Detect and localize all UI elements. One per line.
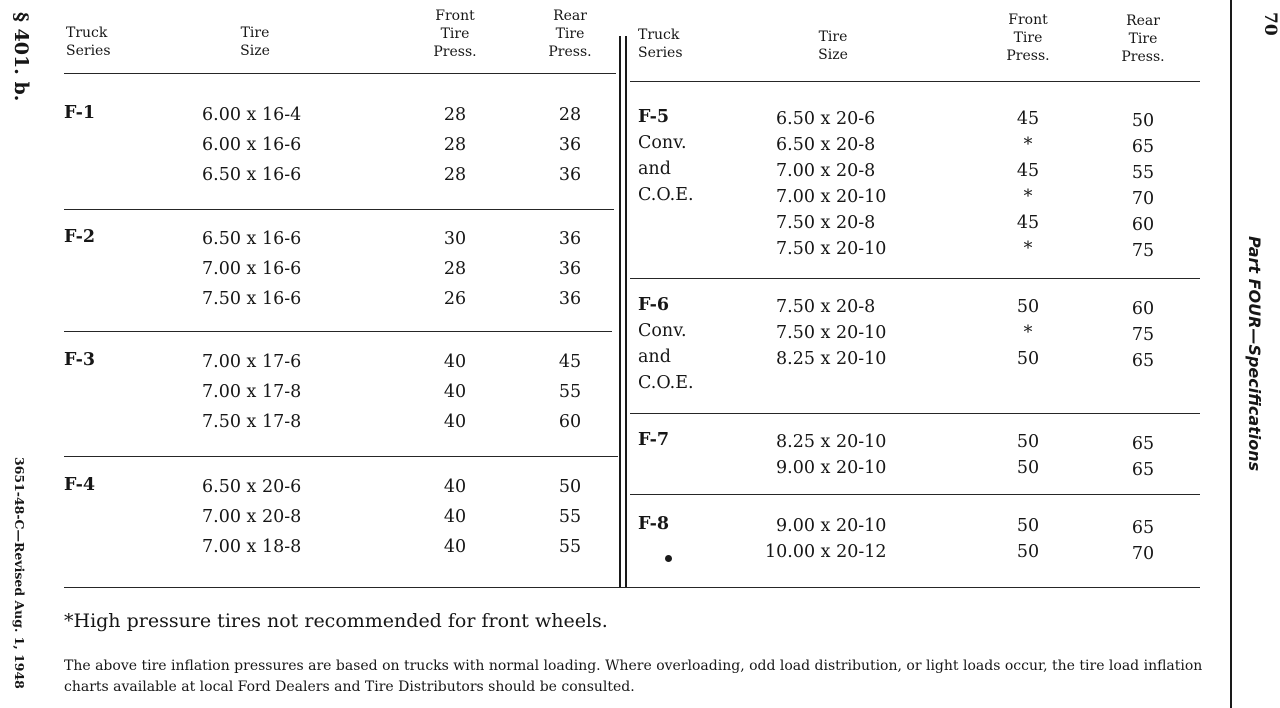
table-bottom-rule [64, 587, 1200, 588]
front-pressure-cell: 40 [443, 477, 467, 497]
tire-size-cell: 9.00 x 20-10 [776, 458, 887, 478]
rear-pressure-cell: 65 [1131, 434, 1155, 454]
rear-pressure-cell: 50 [1131, 111, 1155, 131]
rear-pressure-cell: 65 [1131, 351, 1155, 371]
front-pressure-cell: 26 [443, 289, 467, 309]
tire-size-cell: 9.00 x 20-10 [776, 516, 887, 536]
form-number: 3651-48-C—Revised Aug. 1, 1948 [12, 457, 27, 689]
rear-pressure-cell: 60 [1131, 299, 1155, 319]
series-label: F-7 [638, 430, 670, 450]
series-subtitle: C.O.E. [638, 185, 694, 205]
front-pressure-cell: 50 [1016, 516, 1040, 536]
rear-pressure-cell: 55 [558, 507, 582, 527]
section-label: § 401. b. [10, 12, 32, 102]
front-pressure-cell: 50 [1016, 458, 1040, 478]
rear-pressure-cell: 28 [558, 105, 582, 125]
series-label: F-6 [638, 295, 670, 315]
rear-pressure-cell: 70 [1131, 189, 1155, 209]
front-pressure-cell: 45 [1016, 213, 1040, 233]
tire-size-cell: 7.50 x 16-6 [202, 289, 302, 309]
page-number: 70 [1260, 12, 1280, 36]
tire-size-cell: 10.00 x 20-12 [765, 542, 887, 562]
front-pressure-cell: 40 [443, 507, 467, 527]
series-subtitle: and [638, 159, 671, 179]
ink-speck [665, 555, 672, 562]
table-divider-left [619, 36, 621, 587]
series-label: F-5 [638, 107, 670, 127]
left-header-rear: Rear Tire Press. [548, 8, 592, 60]
front-pressure-cell: 50 [1016, 297, 1040, 317]
rear-pressure-cell: 70 [1131, 544, 1155, 564]
tire-size-cell: 7.00 x 17-6 [202, 352, 302, 372]
tire-size-cell: 8.25 x 20-10 [776, 432, 887, 452]
left-header-series: Truck Series [66, 25, 111, 59]
front-pressure-cell: 40 [443, 537, 467, 557]
tire-size-cell: 8.25 x 20-10 [776, 349, 887, 369]
front-pressure-cell: 28 [443, 259, 467, 279]
rear-pressure-cell: 36 [558, 135, 582, 155]
tire-size-cell: 7.00 x 20-10 [776, 187, 887, 207]
rear-pressure-cell: 75 [1131, 241, 1155, 261]
rear-pressure-cell: 55 [1131, 163, 1155, 183]
rear-pressure-cell: 55 [558, 382, 582, 402]
rear-pressure-cell: 60 [558, 412, 582, 432]
left-group-rule-3 [64, 456, 618, 457]
right-group-rule-1 [630, 278, 1200, 279]
rear-pressure-cell: 65 [1131, 137, 1155, 157]
rear-pressure-cell: 36 [558, 165, 582, 185]
loading-note: The above tire inflation pressures are based on trucks with normal loading. Where overloading, odd load distribution, or light loads occur, the tire load inflation charts available at local Ford Dealers and Tire Distributors should be consulted. [64, 658, 1203, 695]
tire-size-cell: 7.00 x 17-8 [202, 382, 302, 402]
left-group-rule-2 [64, 331, 612, 332]
rear-pressure-cell: 45 [558, 352, 582, 372]
front-pressure-cell: * [1023, 187, 1033, 207]
tire-size-cell: 7.50 x 17-8 [202, 412, 302, 432]
tire-size-cell: 7.50 x 20-8 [776, 213, 876, 233]
right-group-rule-3 [630, 494, 1200, 495]
series-label: F-8 [638, 514, 670, 534]
rear-pressure-cell: 36 [558, 289, 582, 309]
front-pressure-cell: 40 [443, 382, 467, 402]
front-pressure-cell: 45 [1016, 161, 1040, 181]
front-pressure-cell: 30 [443, 229, 467, 249]
left-group-rule-1 [64, 209, 614, 210]
front-pressure-cell: 40 [443, 412, 467, 432]
tire-size-cell: 7.00 x 18-8 [202, 537, 302, 557]
rear-pressure-cell: 75 [1131, 325, 1155, 345]
tire-size-cell: 7.50 x 20-10 [776, 323, 887, 343]
tire-size-cell: 7.50 x 20-8 [776, 297, 876, 317]
series-label: F-4 [64, 475, 96, 495]
front-pressure-cell: 50 [1016, 349, 1040, 369]
footnote: *High pressure tires not recommended for front wheels. [64, 610, 608, 632]
tire-size-cell: 6.00 x 16-4 [202, 105, 302, 125]
tire-size-cell: 6.50 x 20-8 [776, 135, 876, 155]
series-subtitle: and [638, 347, 671, 367]
rear-pressure-cell: 60 [1131, 215, 1155, 235]
left-header-front: Front Tire Press. [433, 8, 477, 60]
front-pressure-cell: * [1023, 239, 1033, 259]
front-pressure-cell: * [1023, 135, 1033, 155]
right-header-rear: Rear Tire Press. [1121, 13, 1165, 65]
rear-pressure-cell: 65 [1131, 460, 1155, 480]
tire-size-cell: 6.00 x 16-6 [202, 135, 302, 155]
tire-size-cell: 6.50 x 16-6 [202, 165, 302, 185]
tire-size-cell: 6.50 x 20-6 [776, 109, 876, 129]
right-header-rule [630, 81, 1200, 82]
left-header-rule [64, 73, 616, 74]
part-title: Part FOUR—Specifications [1245, 236, 1264, 472]
rear-pressure-cell: 50 [558, 477, 582, 497]
front-pressure-cell: 50 [1016, 432, 1040, 452]
rear-pressure-cell: 36 [558, 259, 582, 279]
rear-pressure-cell: 65 [1131, 518, 1155, 538]
right-header-front: Front Tire Press. [1006, 12, 1050, 64]
left-header-tire: Tire Size [240, 25, 270, 59]
table-divider-right [625, 36, 627, 587]
front-pressure-cell: 28 [443, 135, 467, 155]
right-header-tire: Tire Size [818, 29, 848, 63]
tire-size-cell: 6.50 x 16-6 [202, 229, 302, 249]
rear-pressure-cell: 55 [558, 537, 582, 557]
series-subtitle: C.O.E. [638, 373, 694, 393]
tire-size-cell: 7.50 x 20-10 [776, 239, 887, 259]
series-label: F-1 [64, 103, 96, 123]
right-group-rule-2 [630, 413, 1200, 414]
front-pressure-cell: 28 [443, 105, 467, 125]
series-subtitle: Conv. [638, 321, 687, 341]
right-header-series: Truck Series [638, 27, 683, 61]
front-pressure-cell: * [1023, 323, 1033, 343]
front-pressure-cell: 40 [443, 352, 467, 372]
tire-size-cell: 6.50 x 20-6 [202, 477, 302, 497]
front-pressure-cell: 28 [443, 165, 467, 185]
front-pressure-cell: 45 [1016, 109, 1040, 129]
page-right-rule [1230, 0, 1232, 708]
tire-size-cell: 7.00 x 20-8 [776, 161, 876, 181]
series-subtitle: Conv. [638, 133, 687, 153]
series-label: F-3 [64, 350, 96, 370]
tire-size-cell: 7.00 x 20-8 [202, 507, 302, 527]
series-label: F-2 [64, 227, 96, 247]
front-pressure-cell: 50 [1016, 542, 1040, 562]
tire-size-cell: 7.00 x 16-6 [202, 259, 302, 279]
rear-pressure-cell: 36 [558, 229, 582, 249]
